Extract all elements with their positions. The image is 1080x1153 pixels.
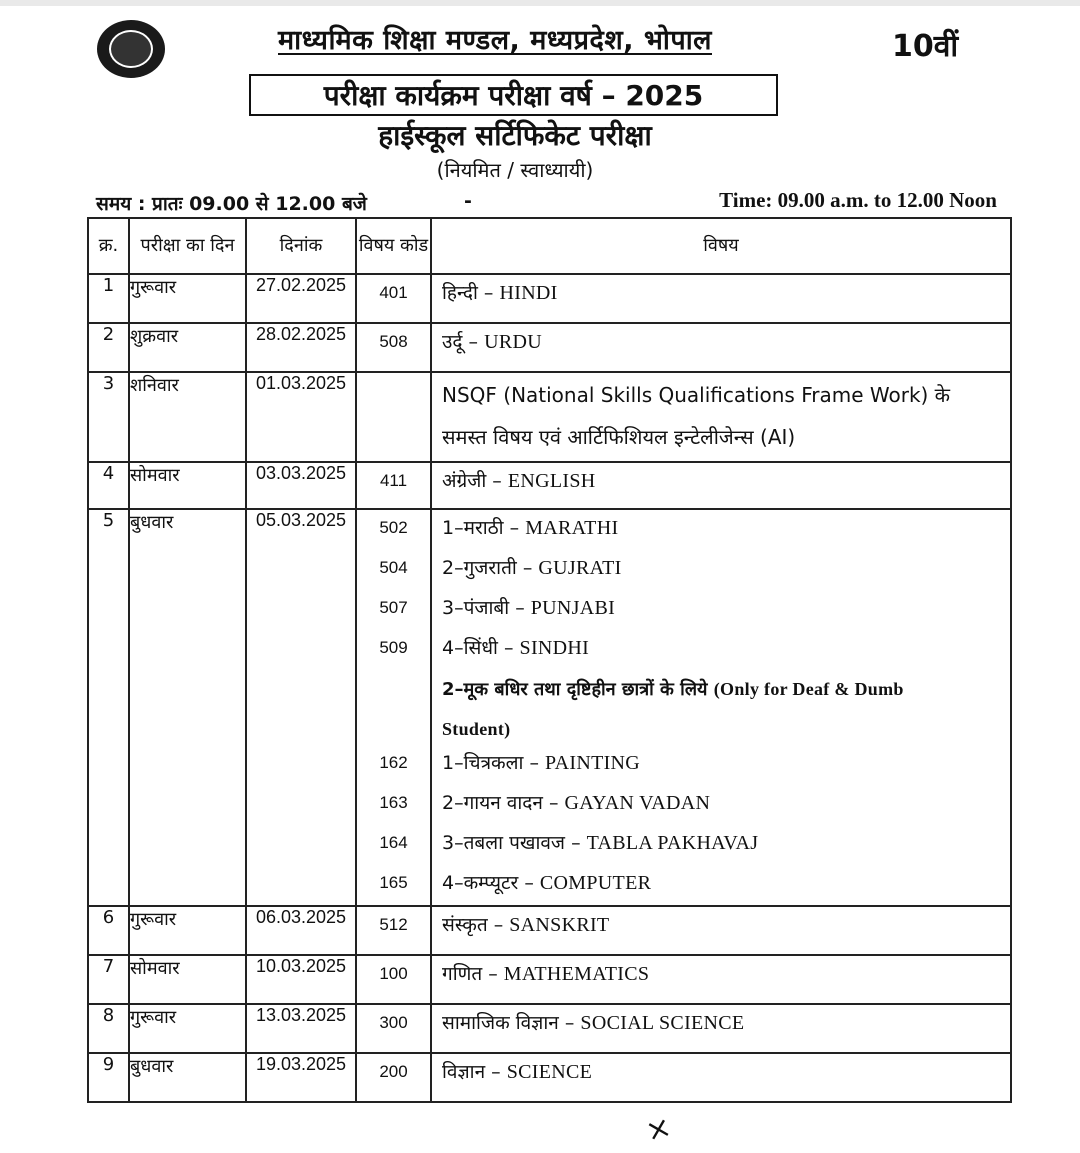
table-row <box>88 1004 1011 1053</box>
row-number: 9 <box>88 1053 129 1102</box>
board-logo-icon <box>97 20 165 78</box>
row-number: 1 <box>88 274 129 323</box>
row-number: 6 <box>88 906 129 955</box>
subject-code: 508 <box>379 332 408 351</box>
schedule-table <box>87 217 1012 1103</box>
exam-type: (नियमित / स्वाध्यायी) <box>436 158 594 182</box>
grade-label: 10वीं <box>892 29 959 64</box>
subjects: 1–मराठी – MARATHI 2–गुजराती – GUJRATI 3–पंजाबी – PUNJABI 4–सिंधी – SINDHI 2–मूक बधिर तथा दृष्टिहीन छात्रों के लिये (Only for Deaf & Dumb Student) 1–चित्रकला – PAINTING 2–गायन वादन – GAYAN VADAN 3–तबला पखावज – TABLA PAKHAVAJ 4–कम्प्यूटर – COMPUTER <box>431 509 1011 906</box>
subject-code: 401 <box>379 283 408 302</box>
exam-date: 28.02.2025 <box>246 323 356 372</box>
exam-day: सोमवार <box>129 955 246 1004</box>
exam-day: बुधवार <box>129 1053 246 1102</box>
table-header-row <box>88 218 1011 274</box>
row-number: 7 <box>88 955 129 1004</box>
subject-code: 411 <box>379 471 408 490</box>
page-title: परीक्षा कार्यक्रम परीक्षा वर्ष – 2025 <box>249 74 778 116</box>
time-english: Time: 09.00 a.m. to 12.00 Noon <box>719 188 997 212</box>
row-number: 8 <box>88 1004 129 1053</box>
exam-day: गुरूवार <box>129 1004 246 1053</box>
exam-date: 13.03.2025 <box>246 1004 356 1053</box>
exam-day: गुरूवार <box>129 274 246 323</box>
exam-day: शनिवार <box>129 372 246 462</box>
table-row <box>88 906 1011 955</box>
row-number: 3 <box>88 372 129 462</box>
subject: अंग्रेजी – ENGLISH <box>442 470 596 492</box>
exam-date: 03.03.2025 <box>246 462 356 509</box>
subject: गणित – MATHEMATICS <box>442 963 650 985</box>
subject-code: 300 <box>379 1013 408 1032</box>
row-number: 5 <box>88 509 129 906</box>
separator: - <box>464 190 472 212</box>
exam-day: सोमवार <box>129 462 246 509</box>
table-row <box>88 1053 1011 1102</box>
time-hindi: समय : प्रातः 09.00 से 12.00 बजे <box>96 193 367 215</box>
signature-mark: ⨯ <box>641 1109 676 1150</box>
table-row <box>88 955 1011 1004</box>
table-row <box>88 323 1011 372</box>
row-number: 4 <box>88 462 129 509</box>
subject: NSQF (National Skills Qualifications Frame Work) के समस्त विषय एवं आर्टिफिशियल इन्टेलीजेन्स (AI) <box>431 372 1011 462</box>
exam-date: 01.03.2025 <box>246 372 356 462</box>
subject-code <box>356 372 431 462</box>
exam-date: 10.03.2025 <box>246 955 356 1004</box>
exam-day: शुक्रवार <box>129 323 246 372</box>
top-border <box>0 0 1080 6</box>
subject-codes: 502 504 507 509 162 163 164 165 <box>356 509 431 906</box>
board-name: माध्यमिक शिक्षा मण्डल, मध्यप्रदेश, भोपाल <box>278 25 712 56</box>
special-note: 2–मूक बधिर तथा दृष्टिहीन छात्रों के लिये (Only for Deaf & Dumb <box>442 679 904 700</box>
col-header-day: परीक्षा का दिन <box>129 218 246 274</box>
subject: विज्ञान – SCIENCE <box>442 1061 593 1083</box>
subject: सामाजिक विज्ञान – SOCIAL SCIENCE <box>442 1012 745 1034</box>
table-row <box>88 462 1011 509</box>
col-header-code: विषय कोड <box>356 218 431 274</box>
subject: हिन्दी – HINDI <box>442 282 558 304</box>
exam-day: बुधवार <box>129 509 246 906</box>
exam-date: 19.03.2025 <box>246 1053 356 1102</box>
subject-code: 100 <box>379 964 408 983</box>
subject-code: 200 <box>379 1062 408 1081</box>
subject: उर्दू – URDU <box>442 331 542 353</box>
exam-date: 27.02.2025 <box>246 274 356 323</box>
table-row <box>88 372 1011 462</box>
row-number: 2 <box>88 323 129 372</box>
col-header-no: क्र. <box>88 218 129 274</box>
col-header-date: दिनांक <box>246 218 356 274</box>
exam-day: गुरूवार <box>129 906 246 955</box>
table-row <box>88 274 1011 323</box>
subject: संस्कृत – SANSKRIT <box>442 914 610 936</box>
subject-code: 512 <box>379 915 408 934</box>
col-header-subject: विषय <box>431 218 1011 274</box>
exam-date: 06.03.2025 <box>246 906 356 955</box>
exam-date: 05.03.2025 <box>246 509 356 906</box>
table-row <box>88 509 1011 906</box>
exam-name: हाईस्कूल सर्टिफिकेट परीक्षा <box>378 119 652 152</box>
